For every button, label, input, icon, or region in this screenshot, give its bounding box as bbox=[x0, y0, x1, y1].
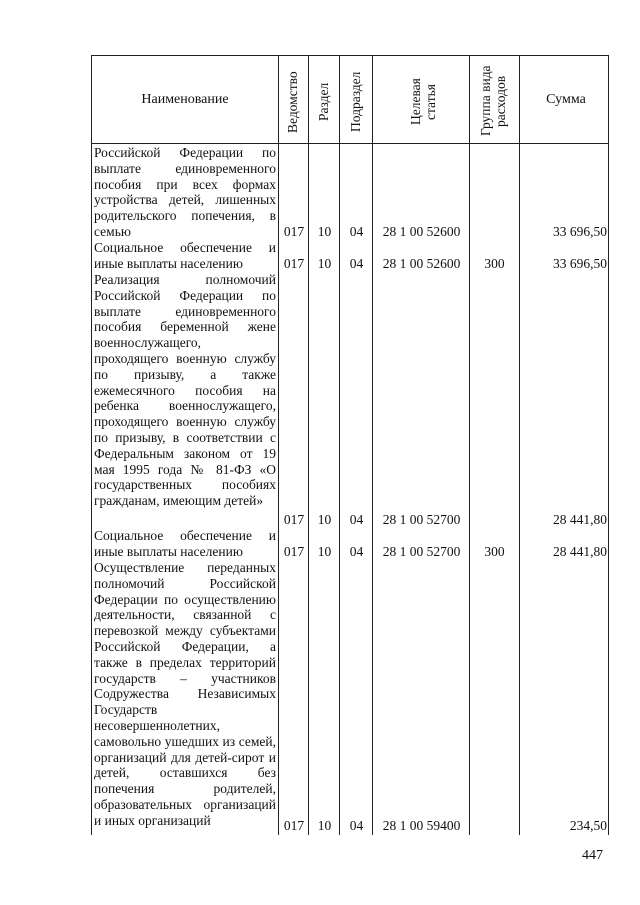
row-name: Российской Федерации по выплате единовременного пособия при всех формах устройства детей, лишенных родительского попечения, в семью bbox=[94, 145, 276, 239]
header-celevaya-2: статья bbox=[423, 84, 438, 120]
row-name: Социальное обеспечение и иные выплаты населению bbox=[94, 528, 276, 559]
header-name: Наименование bbox=[141, 92, 229, 107]
header-summa: Сумма bbox=[546, 92, 586, 107]
row-summa: 234,50 bbox=[569, 818, 607, 833]
row-razdel: 10 bbox=[317, 818, 332, 833]
col-divider bbox=[469, 55, 470, 835]
header-razdel: Раздел bbox=[316, 82, 331, 122]
row-podrazdel: 04 bbox=[349, 224, 364, 239]
row-vedomstvo: 017 bbox=[283, 818, 305, 833]
header-celevaya-1: Целевая bbox=[408, 78, 423, 126]
header-gruppa-1: Группа вида bbox=[478, 65, 493, 137]
header-vedomstvo: Ведомство bbox=[285, 71, 300, 133]
header-divider bbox=[91, 143, 609, 144]
row-name: Осуществление переданных полномочий Российской Федерации по осуществлению деятельности, связанной с перевозкой между субъектами Российской Федерации, а также в пределах территорий государств – участников Содружества Независимых Государств несовершеннолетних, самовольно ушедших из семей, организаций для детей-сирот и детей, оставшихся без попечения родителей, образовательных организаций и иных организаций bbox=[94, 560, 276, 828]
row-summa: 28 441,80 bbox=[553, 512, 607, 527]
col-divider bbox=[278, 55, 279, 835]
row-razdel: 10 bbox=[317, 224, 332, 239]
row-vedomstvo: 017 bbox=[283, 512, 305, 527]
row-celevaya: 28 1 00 52600 bbox=[382, 256, 461, 271]
header-podrazdel: Подраздел bbox=[348, 71, 363, 133]
row-name: Реализация полномочий Российской Федерации по выплате единовременного пособия беременной жене военнослужащего, проходящего военную службу по призыву, а также ежемесячного пособия на ребенка военнослужащего, проходящего военную службу по призыву, в соответствии с Федеральным законом от 19 мая 1995 года № 81-ФЗ «О государственных пособиях гражданам, имеющим детей» bbox=[94, 272, 276, 509]
row-vedomstvo: 017 bbox=[283, 256, 305, 271]
row-podrazdel: 04 bbox=[349, 512, 364, 527]
row-podrazdel: 04 bbox=[349, 256, 364, 271]
page-number: 447 bbox=[582, 848, 603, 863]
row-celevaya: 28 1 00 59400 bbox=[382, 818, 461, 833]
row-vedomstvo: 017 bbox=[283, 224, 305, 239]
col-divider bbox=[519, 55, 520, 835]
row-summa: 28 441,80 bbox=[553, 544, 607, 559]
row-razdel: 10 bbox=[317, 256, 332, 271]
col-divider bbox=[372, 55, 373, 835]
row-summa: 33 696,50 bbox=[553, 224, 607, 239]
col-divider bbox=[308, 55, 309, 835]
row-vedomstvo: 017 bbox=[283, 544, 305, 559]
col-divider bbox=[339, 55, 340, 835]
row-celevaya: 28 1 00 52600 bbox=[382, 224, 461, 239]
row-celevaya: 28 1 00 52700 bbox=[382, 544, 461, 559]
row-gruppa: 300 bbox=[484, 256, 505, 271]
header-gruppa-2: расходов bbox=[493, 75, 508, 127]
table-border-top bbox=[91, 55, 609, 56]
table-border-right bbox=[608, 55, 609, 835]
row-summa: 33 696,50 bbox=[553, 256, 607, 271]
row-razdel: 10 bbox=[317, 512, 332, 527]
row-name: Социальное обеспечение и иные выплаты населению bbox=[94, 240, 276, 271]
row-razdel: 10 bbox=[317, 544, 332, 559]
row-celevaya: 28 1 00 52700 bbox=[382, 512, 461, 527]
row-gruppa: 300 bbox=[484, 544, 505, 559]
table-border-left bbox=[91, 55, 92, 835]
row-podrazdel: 04 bbox=[349, 544, 364, 559]
row-podrazdel: 04 bbox=[349, 818, 364, 833]
